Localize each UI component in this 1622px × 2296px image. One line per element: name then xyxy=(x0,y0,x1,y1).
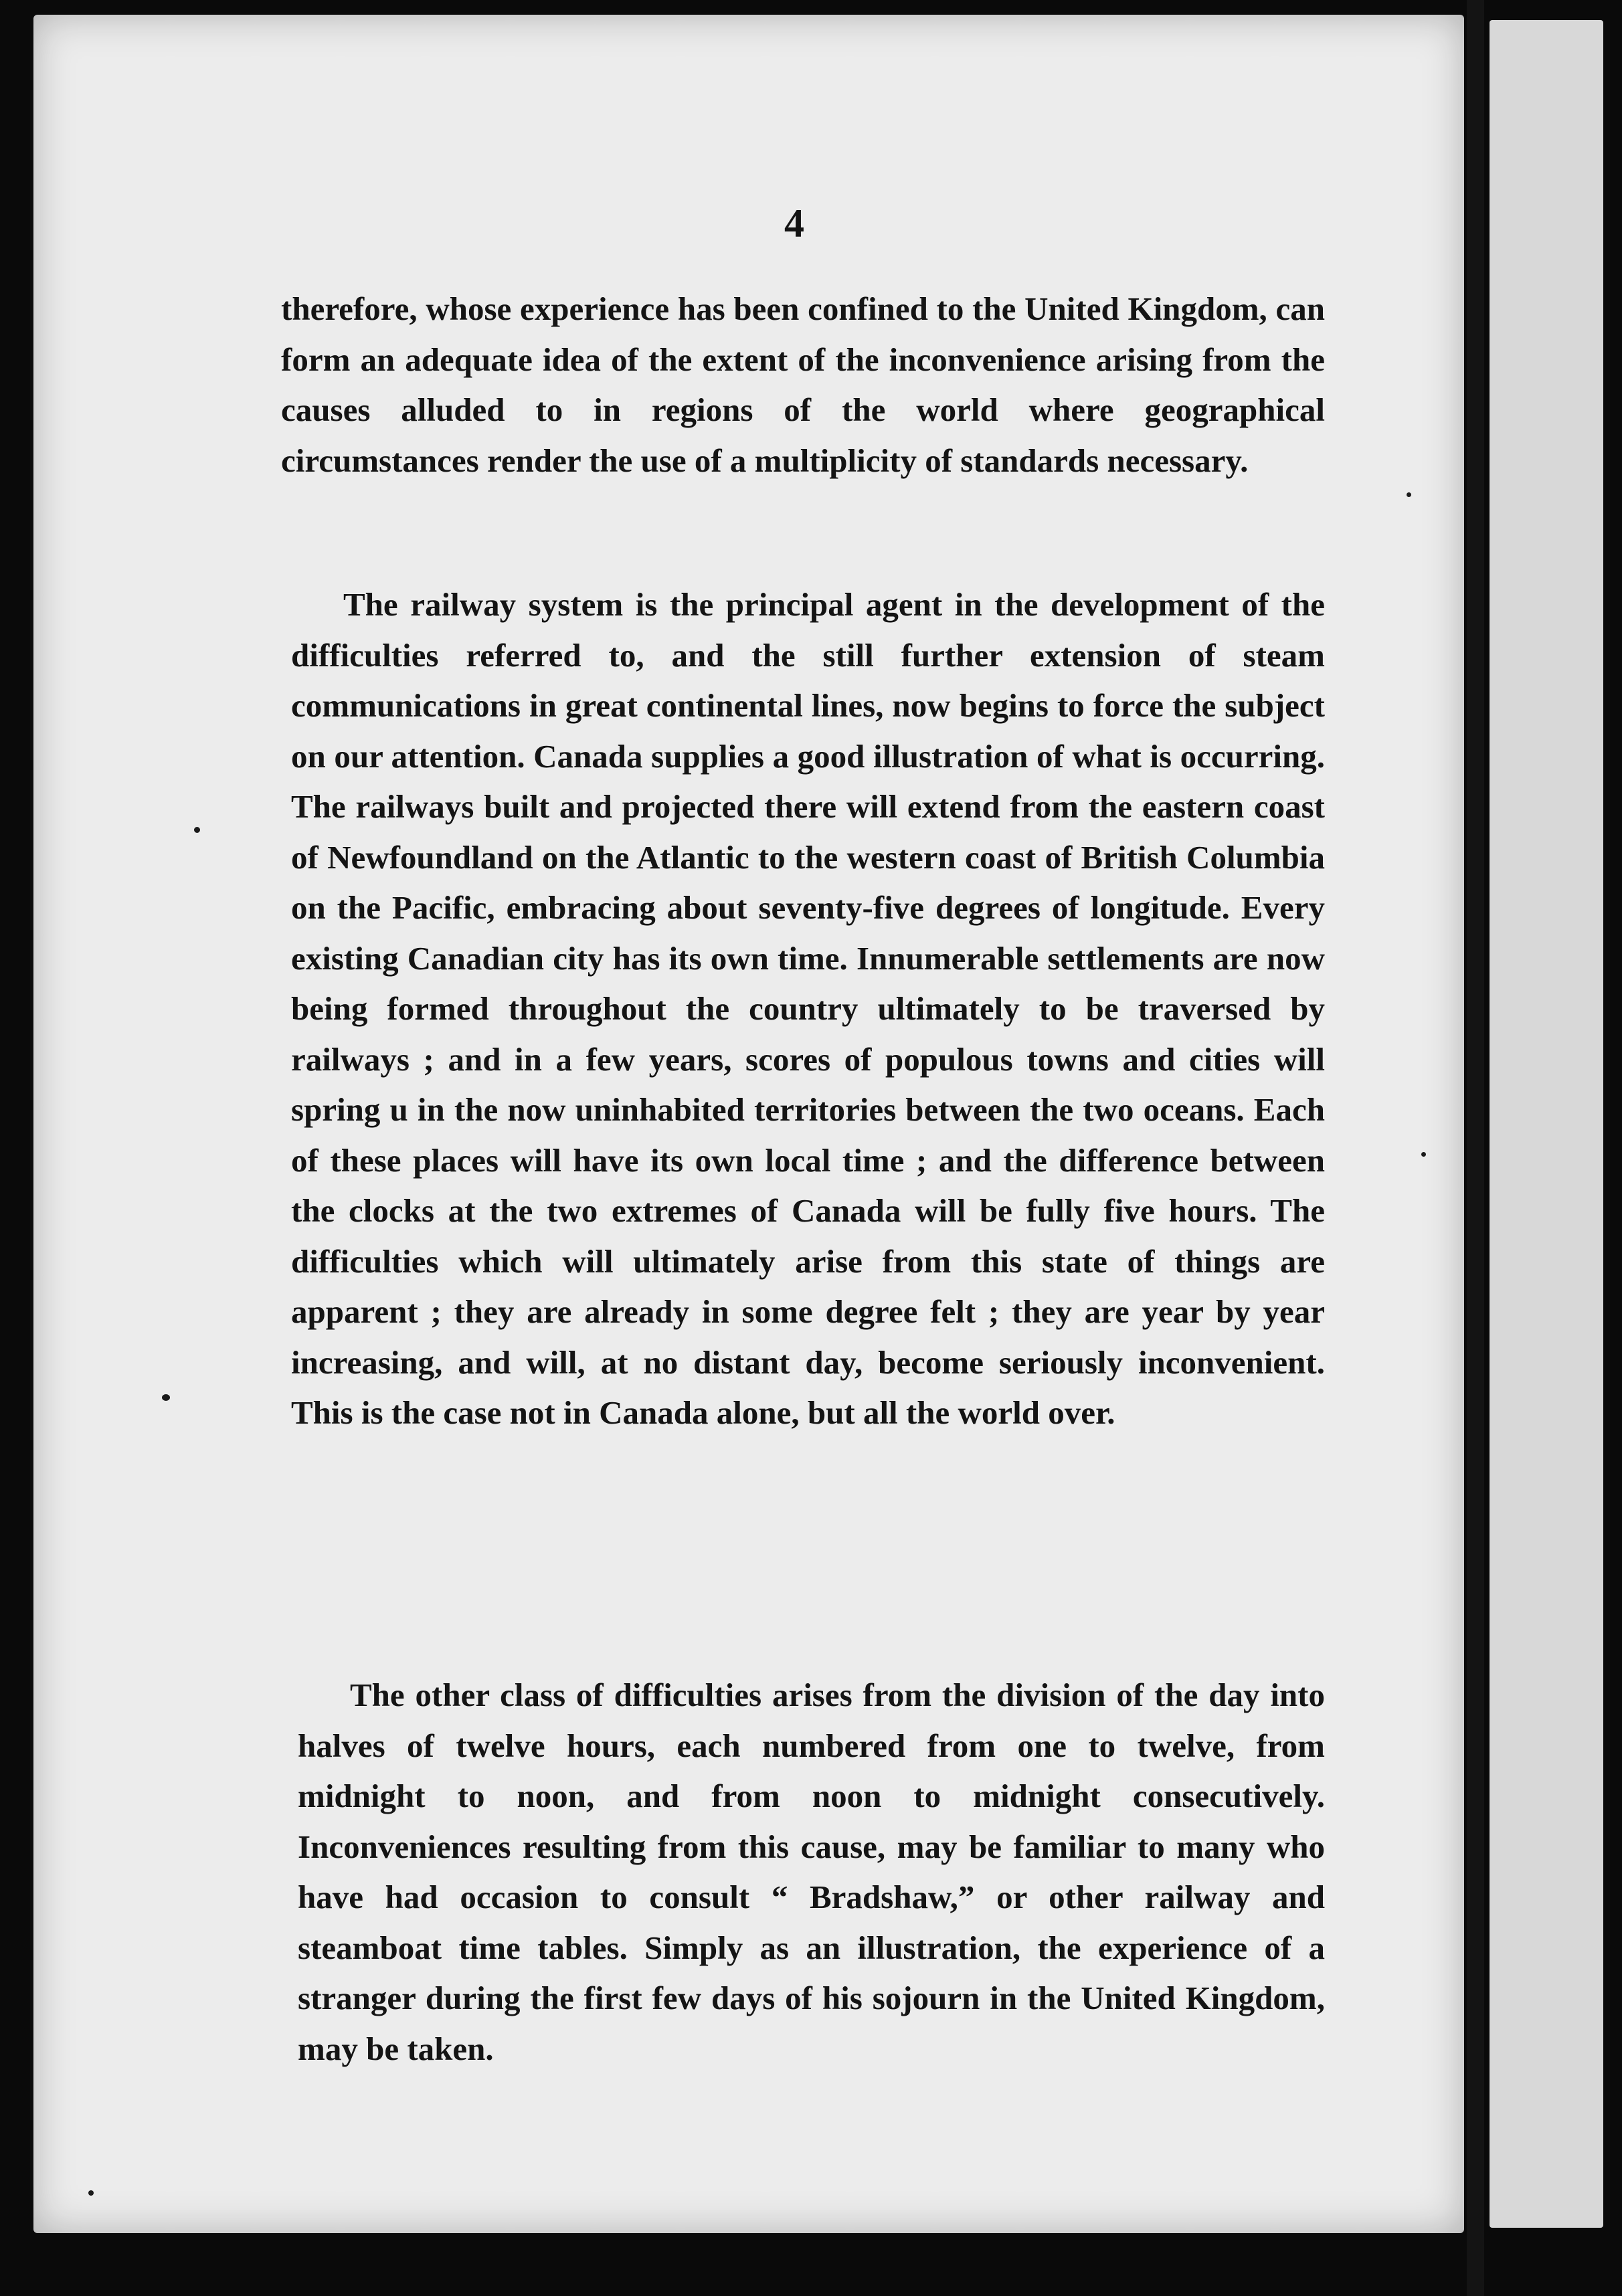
paragraph-2-text: The railway system is the principal agent in the development of the difficulties referred to, and the still further extension of steam communications in great continental lines, now begins to force the subject on our attention. Canada supplies a good illustration of what is occurring. The railways built and projected there will extend from the eastern coast of Newfoundland on the Atlantic to the western coast of British Columbia on the Pacific, embracing about seventy-five degrees of longitude. Every existing Canadian city has its own time. Innumerable settlements are now being formed throughout the country ultimately to be traversed by railways ; and in a few years, scores of populous towns and cities will spring u in the now uninhabited territories between the two oceans. Each of these places will have its own local time ; and the difference between the clocks at the two extremes of Canada will be fully five hours. The difficulties which will ultimately arise from this state of things are apparent ; they are already in some degree felt ; they are year by year increasing, and will, at no distant day, become seriously inconvenient. This is the case not in Canada alone, but all the world over. xyxy=(291,586,1325,1431)
scan-speck xyxy=(162,1394,170,1401)
paragraph-1 xyxy=(281,284,1325,486)
page-number-container xyxy=(0,201,1622,247)
scan-speck xyxy=(194,827,200,833)
scan-speck xyxy=(1407,492,1411,497)
scan-speck xyxy=(1421,1152,1426,1157)
paragraph-2 xyxy=(291,579,1325,1438)
scan-speck xyxy=(88,2190,94,2196)
paragraph-1-text: therefore, whose experience has been confined to the United Kingdom, can form an adequate idea of the extent of the inconvenience arising from the causes alluded to in regions of the world where geographical circumstances render the use of a multiplicity of standards necessary. xyxy=(281,290,1325,479)
paragraph-3-text: The other class of difficulties arises from the division of the day into halves of twelve hours, each numbered from one to twelve, from midnight to noon, and from noon to midnight consecutively. Inconveniences resulting from this cause, may be familiar to many who have had occasion to consult “ Bradshaw,” or other railway and steamboat time tables. Simply as an illustration, the experience of a stranger during the first few days of his sojourn in the United Kingdom, may be taken. xyxy=(298,1677,1325,2067)
page-number: 4 xyxy=(784,201,804,246)
adjacent-page-edge xyxy=(1490,20,1603,2228)
paragraph-3 xyxy=(298,1670,1325,2074)
page-gutter xyxy=(1467,0,1484,2296)
